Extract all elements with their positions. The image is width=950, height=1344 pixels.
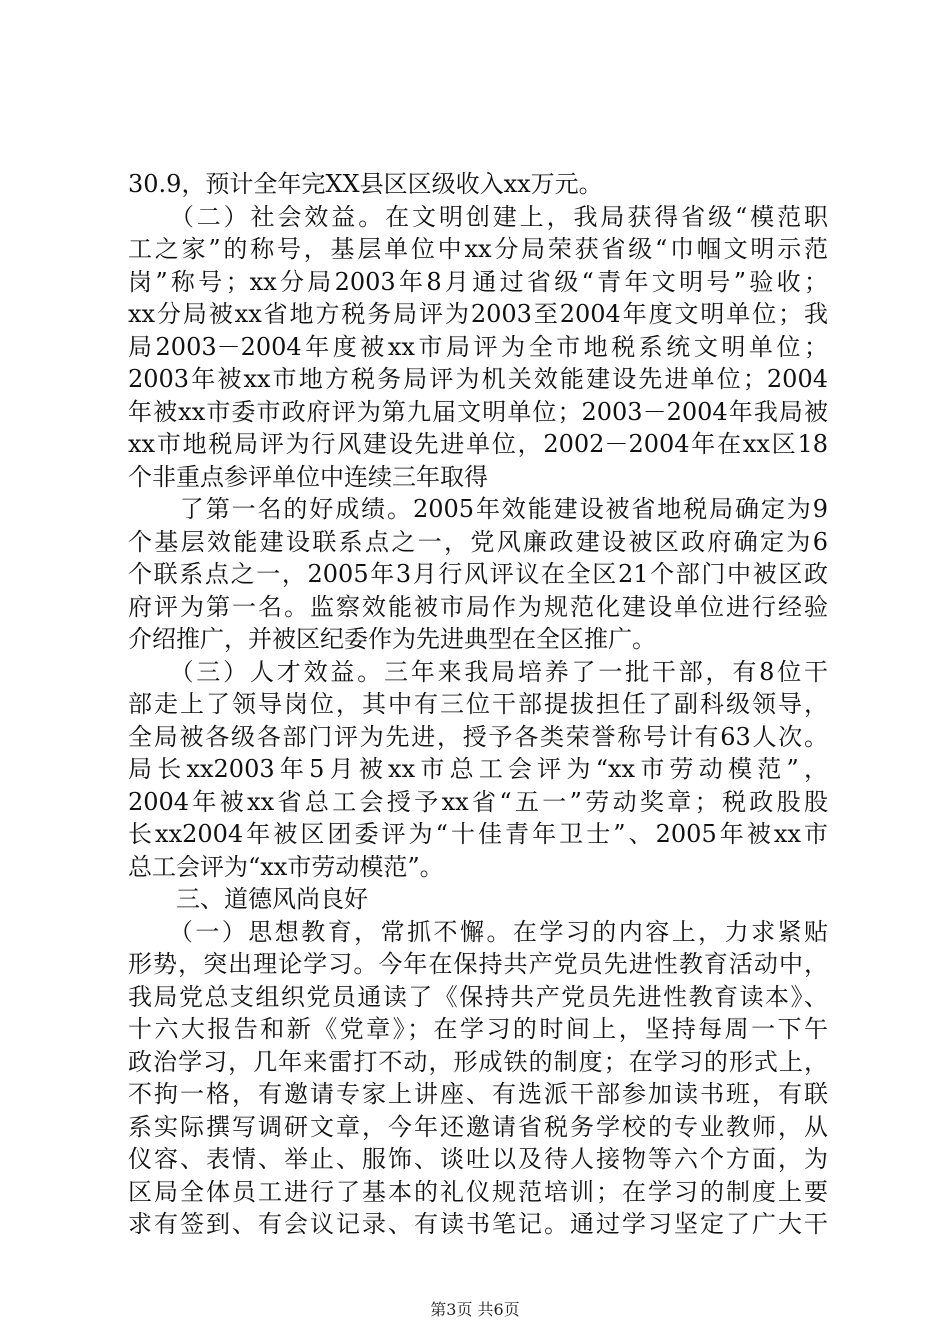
text-line: 30.9，预计全年完XX县区区级收入xx万元。 — [128, 170, 603, 198]
text-line: 政治学习，几年来雷打不动，形成铁的制度；在学习的形式上， — [128, 1047, 828, 1076]
text-line: 岗”称号；xx分局2003年8月通过省级“青年文明号”验收； — [128, 267, 828, 296]
text-line: 系实际撰写调研文章，今年还邀请省税务学校的专业教师，从 — [128, 1112, 828, 1141]
text-line: 总工会评为“xx市劳动模范”。 — [128, 852, 444, 881]
text-line: 工之家”的称号，基层单位中xx分局荣获省级“巾帼文明示范 — [128, 235, 828, 263]
text-line: 个非重点参评单位中连续三年取得 — [128, 462, 488, 491]
text-line: 府评为第一名。监察效能被市局作为规范化建设单位进行经验 — [128, 592, 828, 621]
text-line: 形势，突出理论学习。今年在保持共产党员先进性教育活动中， — [128, 950, 828, 978]
page-number-footer: 第3页 共6页 — [430, 1300, 520, 1319]
section-heading: 三、道德风尚良好 — [128, 885, 368, 913]
text-line: 长xx2004年被区团委评为“十佳青年卫士”、2005年被xx市 — [128, 820, 828, 848]
text-line: （三）人才效益。三年来我局培养了一批干部，有8位干 — [128, 657, 828, 686]
text-line: 全局被各级各部门评为先进，授予各类荣誉称号计有63人次。 — [128, 722, 828, 751]
text-line: 个基层效能建设联系点之一，党风廉政建设被区政府确定为6 — [128, 527, 828, 556]
text-line: 十六大报告和新《党章》；在学习的时间上，坚持每周一下午 — [128, 1015, 828, 1043]
text-line: xx市地税局评为行风建设先进单位，2002－2004年在xx区18 — [128, 430, 828, 458]
text-line: 局2003－2004年度被xx市局评为全市地税系统文明单位； — [128, 332, 828, 361]
text-line: 不拘一格，有邀请专家上讲座、有选派干部参加读书班，有联 — [128, 1080, 828, 1108]
text-line: 2003年被xx市地方税务局评为机关效能建设先进单位；2004 — [128, 365, 828, 393]
text-line: 仪容、表情、举止、服饰、谈吐以及待人接物等六个方面，为 — [128, 1145, 828, 1173]
text-line: 介绍推广，并被区纪委作为先进典型在全区推广。 — [128, 625, 656, 653]
document-body — [128, 168, 828, 1241]
text-line: 个联系点之一，2005年3月行风评议在全区21个部门中被区政 — [128, 560, 828, 588]
text-line: 2004年被xx省总工会授予xx省“五一”劳动奖章；税政股股 — [128, 787, 828, 816]
text-line: （一）思想教育，常抓不懈。在学习的内容上，力求紧贴 — [128, 917, 828, 946]
text-line: 我局党总支组织党员通读了《保持共产党员先进性教育读本》、 — [128, 982, 828, 1011]
text-line: 局长xx2003年5月被xx市总工会评为“xx市劳动模范”， — [128, 755, 828, 783]
text-line: 求有签到、有会议记录、有读书笔记。通过学习坚定了广大干 — [128, 1210, 828, 1238]
text-line: 了第一名的好成绩。2005年效能建设被省地税局确定为9 — [128, 495, 828, 523]
text-line: 年被xx市委市政府评为第九届文明单位；2003－2004年我局被 — [128, 397, 828, 426]
text-line: 区局全体员工进行了基本的礼仪规范培训；在学习的制度上要 — [128, 1177, 828, 1206]
text-line: 部走上了领导岗位，其中有三位干部提拔担任了副科级领导， — [128, 690, 828, 718]
text-line: xx分局被xx省地方税务局评为2003至2004年度文明单位；我 — [128, 300, 828, 328]
text-line: （二）社会效益。在文明创建上，我局获得省级“模范职 — [128, 202, 828, 231]
